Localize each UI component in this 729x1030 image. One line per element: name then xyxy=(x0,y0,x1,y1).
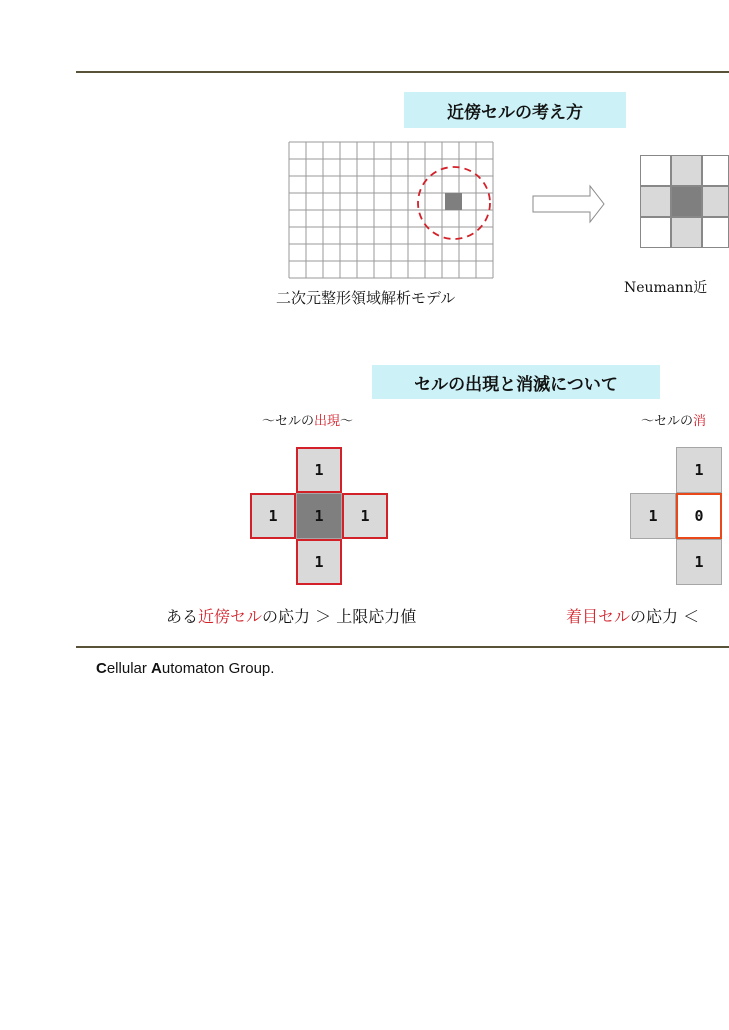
vanish-cell-left: 1 xyxy=(630,493,676,539)
vanish-subtitle-highlight: 消 xyxy=(693,414,707,429)
neighborhood-title: 近傍セルの考え方 xyxy=(404,92,626,128)
vanish-condition-post: の応力 ＜ xyxy=(630,607,700,626)
neumann-cell xyxy=(702,155,729,186)
appear-cell-right: 1 xyxy=(342,493,388,539)
appear-subtitle-prefix: ～セルの xyxy=(262,414,315,429)
appear-cell-top: 1 xyxy=(296,447,342,493)
appear-cell-bottom: 1 xyxy=(296,539,342,585)
bottom-divider xyxy=(76,646,729,648)
vanish-cell-bottom: 1 xyxy=(676,539,722,585)
vanish-cell-center: 0 xyxy=(676,493,722,539)
grid-model-caption: 二次元整形領域解析モデル xyxy=(276,289,456,307)
vanish-cell-top: 1 xyxy=(676,447,722,493)
footer-word-automaton: utomaton Group. xyxy=(161,660,275,677)
appear-subtitle-highlight: 出現 xyxy=(314,414,341,429)
appear-subtitle xyxy=(262,410,353,429)
appear-condition-post: の応力 ＞ 上限応力値 xyxy=(262,607,417,626)
neumann-cell xyxy=(640,186,671,217)
vanish-condition xyxy=(566,604,699,627)
neumann-caption: Neumann近 xyxy=(624,280,708,296)
neumann-cell xyxy=(640,217,671,248)
appear-condition-highlight: 近傍セル xyxy=(198,607,263,626)
vanish-subtitle xyxy=(641,410,706,429)
appear-condition xyxy=(166,604,416,627)
neumann-cell xyxy=(702,186,729,217)
footer-word-cellular: ellular xyxy=(106,660,152,677)
footer-initial-a: A xyxy=(151,660,162,677)
appear-subtitle-suffix: ～ xyxy=(340,414,354,429)
grid-model-diagram xyxy=(0,0,729,330)
appear-condition-pre: ある xyxy=(166,607,199,626)
footer-group-name xyxy=(96,660,274,677)
focus-cell xyxy=(445,193,462,210)
appear-cell-center: 1 xyxy=(296,493,342,539)
appear-cell-left: 1 xyxy=(250,493,296,539)
appear-vanish-title: セルの出現と消滅について xyxy=(372,365,660,399)
vanish-subtitle-prefix: ～セルの xyxy=(641,414,694,429)
neumann-cell xyxy=(640,155,671,186)
neumann-cell xyxy=(671,186,702,217)
neumann-cell xyxy=(671,217,702,248)
neumann-cell xyxy=(671,155,702,186)
vanish-condition-highlight: 着目セル xyxy=(566,607,631,626)
neumann-cell xyxy=(702,217,729,248)
footer-initial-c: C xyxy=(96,660,107,677)
arrow-right-icon xyxy=(533,186,604,222)
